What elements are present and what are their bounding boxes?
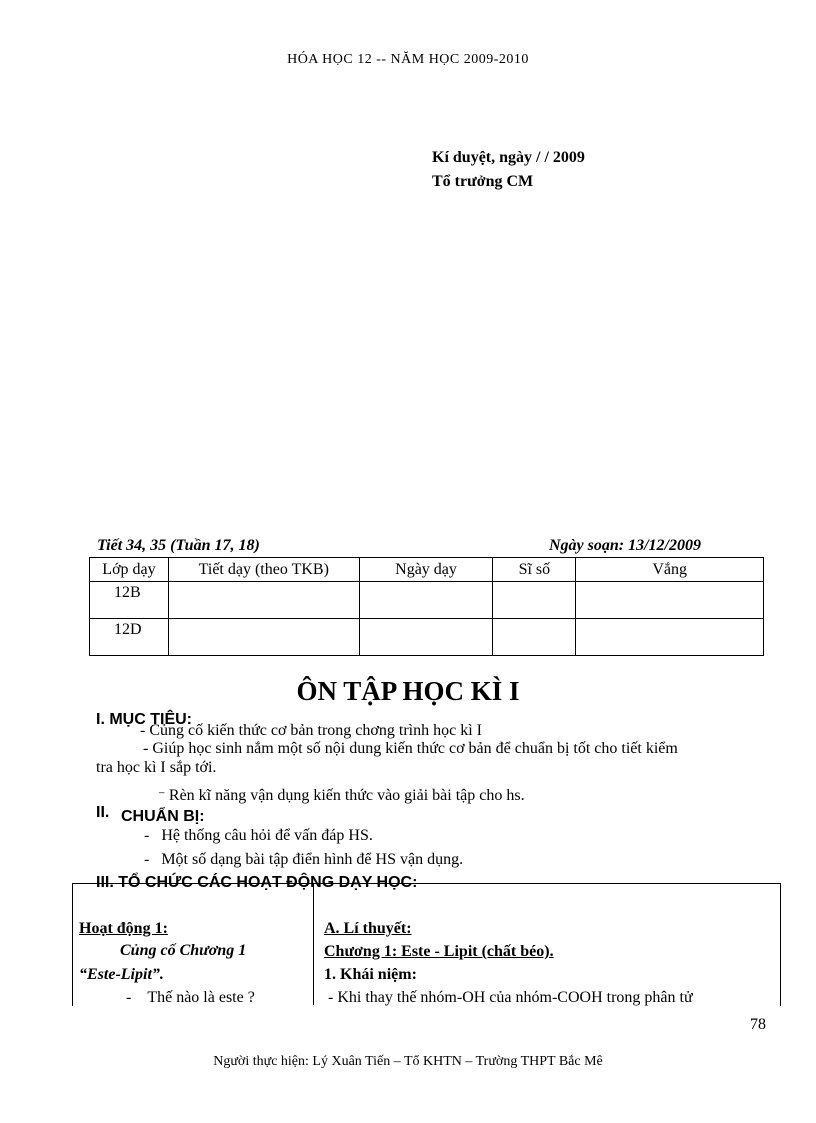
table-header-cell: Vắng <box>576 558 764 582</box>
page-footer: Người thực hiện: Lý Xuân Tiến – Tổ KHTN – Trường THPT Bắc Mê <box>213 1054 603 1069</box>
preparation-item: - Hệ thống câu hỏi để vấn đáp HS. <box>144 827 373 844</box>
table-header-cell: Lớp dạy <box>90 558 169 582</box>
table-cell <box>359 582 493 619</box>
activity-topic: Củng cố Chương 1 <box>120 942 247 959</box>
approval-role: Tổ trưởng CM <box>432 173 534 190</box>
table-cell <box>359 619 493 656</box>
section-1-heading: I. MỤC TIÊU: <box>96 711 192 728</box>
prep-date: Ngày soạn: 13/12/2009 <box>549 537 701 554</box>
class-table <box>89 557 764 656</box>
activity-topic-name: “Este-Lipit”. <box>79 966 164 983</box>
table-cell-class: 12D <box>90 619 169 656</box>
table-cell <box>493 619 576 656</box>
table-row <box>90 582 764 619</box>
objective-item: - Củng cố kiến thức cơ bản trong chơng trình học kì I <box>140 722 482 739</box>
table-row <box>90 619 764 656</box>
section-2-number: II. <box>96 804 110 821</box>
bullet-dash: - <box>126 989 148 1006</box>
objective-item: - Giúp học sinh nắm một số nội dung kiến thức cơ bản để chuẩn bị tốt cho tiết kiểm <box>143 740 678 757</box>
activity-title: Hoạt động 1: <box>79 920 168 937</box>
objective-item: ⁻ Rèn kĩ năng vận dụng kiến thức vào giải bài tập cho hs. <box>158 787 525 804</box>
table-header-row <box>90 558 764 582</box>
table-cell <box>168 619 359 656</box>
objective-item-continued: tra học kì I sắp tới. <box>96 759 217 776</box>
bullet-dash: - <box>144 827 162 844</box>
activity-column-divider <box>313 883 314 1005</box>
table-header-cell: Ngày dạy <box>359 558 493 582</box>
page-title: ÔN TẬP HỌC KÌ I <box>296 676 520 706</box>
chapter-heading: Chương 1: Este - Lipit (chất béo). <box>324 943 554 960</box>
bullet-dash: - <box>144 851 162 868</box>
concept-heading: 1. Khái niệm: <box>324 966 417 983</box>
table-header-cell: Tiết dạy (theo TKB) <box>168 558 359 582</box>
bullet-dash: ⁻ <box>158 789 169 804</box>
preparation-item: - Một số dạng bài tập điển hình để HS vận dụng. <box>144 851 464 868</box>
page-number: 78 <box>750 1016 766 1033</box>
table-cell-class: 12B <box>90 582 169 619</box>
approval-date: Kí duyệt, ngày / / 2009 <box>432 149 585 166</box>
table-header-cell: Sĩ số <box>493 558 576 582</box>
concept-text: - Khi thay thế nhóm-OH của nhóm-COOH trong phân tử <box>328 989 693 1006</box>
lesson-info: Tiết 34, 35 (Tuần 17, 18) <box>97 537 260 554</box>
activity-question: - Thế nào là este ? <box>126 989 255 1006</box>
page-header: HÓA HỌC 12 -- NĂM HỌC 2009-2010 <box>287 52 529 67</box>
table-cell <box>493 582 576 619</box>
theory-heading: A. Lí thuyết: <box>324 920 412 937</box>
table-cell <box>576 582 764 619</box>
table-cell <box>576 619 764 656</box>
table-cell <box>168 582 359 619</box>
section-2-heading: CHUẨN BỊ: <box>121 808 205 825</box>
section-3-heading: III. TỔ CHỨC CÁC HOẠT ĐỘNG DẠY HỌC: <box>96 874 418 891</box>
